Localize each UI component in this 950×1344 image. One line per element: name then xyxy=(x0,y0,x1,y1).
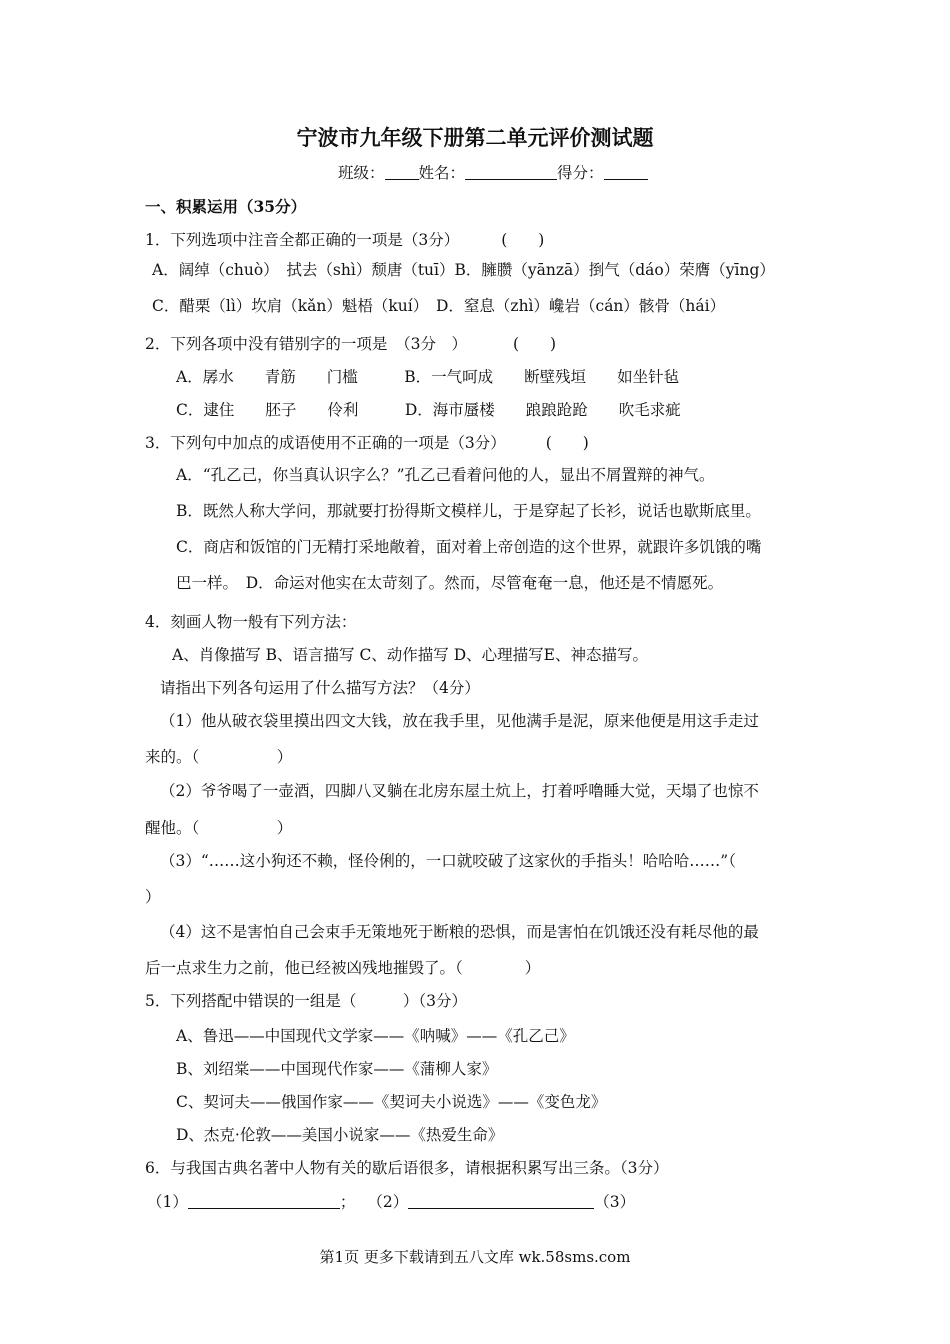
name-blank[interactable] xyxy=(465,163,557,180)
answer-blank-1[interactable] xyxy=(188,1192,340,1209)
question-1-options-cd: C．醋栗（lì）坎肩（kǎn）魁梧（kuí） D．窒息（zhì）巉岩（cán）骸骨（hái） xyxy=(152,297,726,315)
question-2-text: 2．下列各项中没有错别字的一项是 （3分 ） xyxy=(145,335,467,353)
question-5-option-b: B、刘绍棠——中国现代作家——《蒲柳人家》 xyxy=(176,1060,498,1078)
question-4-methods: A、肖像描写 B、语言描写 C、动作描写 D、心理描写E、神态描写。 xyxy=(172,646,648,664)
answer-label-2: （2） xyxy=(367,1193,409,1211)
question-4-sentence-4: （4）这不是害怕自己会束手无策地死于断粮的恐惧，而是害怕在饥饿还没有耗尽他的最 xyxy=(160,923,759,941)
question-4-sentence-2-answer[interactable]: 醒他。（ ） xyxy=(145,819,293,837)
question-6-stem: 6．与我国古典名著中人物有关的歇后语很多，请根据积累写出三条。（3分） xyxy=(145,1159,669,1177)
question-2-options-ab: A．孱水 青筋 门槛 B．一气呵成 断壁残垣 如坐针毡 xyxy=(176,368,680,386)
question-4-sentence-3-answer[interactable]: ） xyxy=(145,888,161,906)
question-3-option-a: A．“孔乙己，你当真认识字么？”孔乙己看着问他的人，显出不屑置辩的神气。 xyxy=(176,466,715,484)
question-3-stem xyxy=(145,433,589,453)
question-2-options-cd: C．逮住 胚子 伶利 D．海市蜃楼 踉踉跄跄 吹毛求疵 xyxy=(176,401,681,419)
class-blank[interactable] xyxy=(385,163,419,180)
question-5-option-c: C、契诃夫——俄国作家——《契诃夫小说选》——《变色龙》 xyxy=(176,1093,607,1111)
answer-label-1: （1） xyxy=(147,1193,188,1211)
section-heading: 一、积累运用（35分） xyxy=(145,197,307,216)
question-5-option-d: D、杰克·伦敦——美国小说家——《热爱生命》 xyxy=(176,1126,504,1144)
question-4-ask: 请指出下列各句运用了什么描写方法？（4分） xyxy=(160,679,480,697)
score-blank[interactable] xyxy=(604,163,648,180)
question-3-option-b: B．既然人称大学问，那就要打扮得斯文模样儿，于是穿起了长衫，说话也歇斯底里。 xyxy=(176,502,761,520)
answer-blank-2[interactable] xyxy=(408,1192,594,1209)
page-footer: 第1页 更多下载请到五八文库 wk.58sms.com xyxy=(319,1248,631,1266)
question-4-stem: 4．刻画人物一般有下列方法： xyxy=(145,613,357,631)
question-3-option-c-cont: 巴一样。 D．命运对他实在太苛刻了。然而，尽管奄奄一息，他还是不情愿死。 xyxy=(176,574,724,592)
question-6-answers xyxy=(147,1192,635,1212)
question-1-stem xyxy=(145,230,544,250)
question-5-stem: 5．下列搭配中错误的一组是（ ）（3分） xyxy=(145,992,467,1010)
question-4-sentence-1: （1）他从破衣袋里摸出四文大钱，放在我手里，见他满手是泥，原来他便是用这手走过 xyxy=(160,712,759,730)
answer-blank[interactable]: ( ) xyxy=(512,335,557,353)
page-title: 宁波市九年级下册第二单元评价测试题 xyxy=(296,125,654,150)
class-label: 班级： xyxy=(338,164,385,182)
question-2-stem xyxy=(145,334,556,354)
separator: ； xyxy=(339,1193,356,1211)
question-4-sentence-4-answer[interactable]: 后一点求生力之前，他已经被凶残地摧毁了。（ ） xyxy=(145,959,541,977)
question-5-option-a: A、鲁迅——中国现代文学家——《呐喊》——《孔乙己》 xyxy=(176,1027,575,1045)
question-1-options-ab: A．阔绰（chuò） 拭去（shì）颓唐（tuī）B．臃臜（yānzā）捯气（dáo）荣膺（yīng） xyxy=(152,261,775,279)
question-3-option-c: C．商店和饭馆的门无精打采地敞着，面对着上帝创造的这个世界，就跟许多饥饿的嘴 xyxy=(176,538,762,556)
question-4-sentence-2: （2）爷爷喝了一壶酒，四脚八叉躺在北房东屋土炕上，打着呼噜睡大觉，天塌了也惊不 xyxy=(160,782,759,800)
name-label: 姓名： xyxy=(418,164,466,182)
question-1-text: 1．下列选项中注音全都正确的一项是（3分） xyxy=(145,231,460,249)
question-4-sentence-3: （3）“……这小狗还不赖，怪伶俐的，一口就咬破了这家伙的手指头！哈哈哈……”（ xyxy=(160,852,736,870)
student-info-line xyxy=(338,163,648,183)
question-4-sentence-1-answer[interactable]: 来的。（ ） xyxy=(145,748,293,766)
score-label: 得分： xyxy=(557,164,604,182)
answer-label-3: （3） xyxy=(594,1193,636,1211)
question-3-text: 3．下列句中加点的成语使用不正确的一项是（3分） xyxy=(145,434,506,452)
answer-blank[interactable]: ( ) xyxy=(501,231,545,249)
answer-blank[interactable]: ( ) xyxy=(545,434,589,452)
